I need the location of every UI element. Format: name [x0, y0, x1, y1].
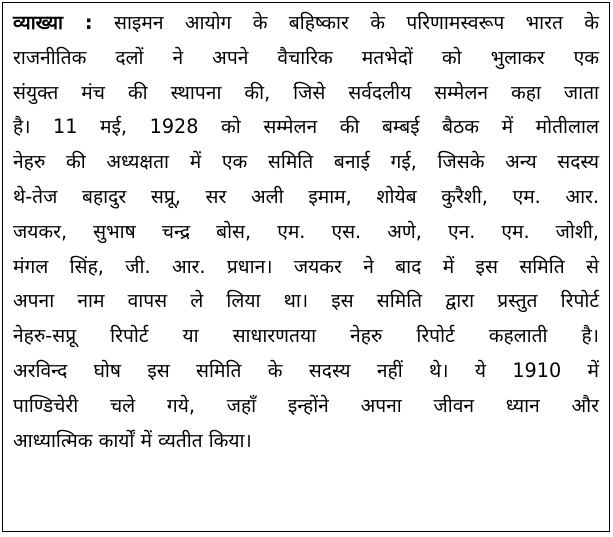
text-line-9: अपना नाम वापस ले लिया था। इस समिति द्वारा प्रस्तुत रिपोर्ट — [13, 289, 599, 313]
text-line-12: पाण्डिचेरी चले गये, जहाँ इन्होंने अपना जीवन ध्यान और — [13, 393, 599, 417]
text-line-8: मंगल सिंह, जी. आर. प्रधान। जयकर ने बाद में इस समिति से — [13, 254, 599, 278]
text-line-6: थे-तेज बहादुर सप्रू, सर अली इमाम, शोयेब कुरैशी, एम. आर. — [13, 184, 599, 208]
line-1-text: साइमन आयोग के बहिष्कार के परिणामस्वरूप भारत के — [113, 11, 599, 34]
text-line-3: संयुक्त मंच की स्थापना की, जिसे सर्वदलीय सम्मेलन कहा जाता — [13, 80, 599, 104]
text-line-2: राजनीतिक दलों ने अपने वैचारिक मतभेदों को भुलाकर एक — [13, 45, 599, 69]
explanation-box — [2, 2, 610, 532]
text-line-5: नेहरु की अध्यक्षता में एक समिति बनाई गई, जिसके अन्य सदस्य — [13, 150, 599, 174]
text-line-10: नेहरु-सप्रू रिपोर्ट या साधारणतया नेहरु रिपोर्ट कहलाती है। — [13, 324, 599, 348]
text-line-1 — [13, 6, 599, 41]
explanation-heading: व्याख्या : — [13, 11, 93, 34]
text-line-11: अरविन्द घोष इस समिति के सदस्य नहीं थे। ये 1910 में — [13, 358, 599, 382]
text-line-4: है। 11 मई, 1928 को सम्मेलन की बम्बई बैठक में मोतीलाल — [13, 115, 599, 139]
text-line-7: जयकर, सुभाष चन्द्र बोस, एम. एस. अणे, एन. एम. जोशी, — [13, 219, 599, 243]
text-line-13: आध्यात्मिक कार्यों में व्यतीत किया। — [13, 428, 252, 452]
